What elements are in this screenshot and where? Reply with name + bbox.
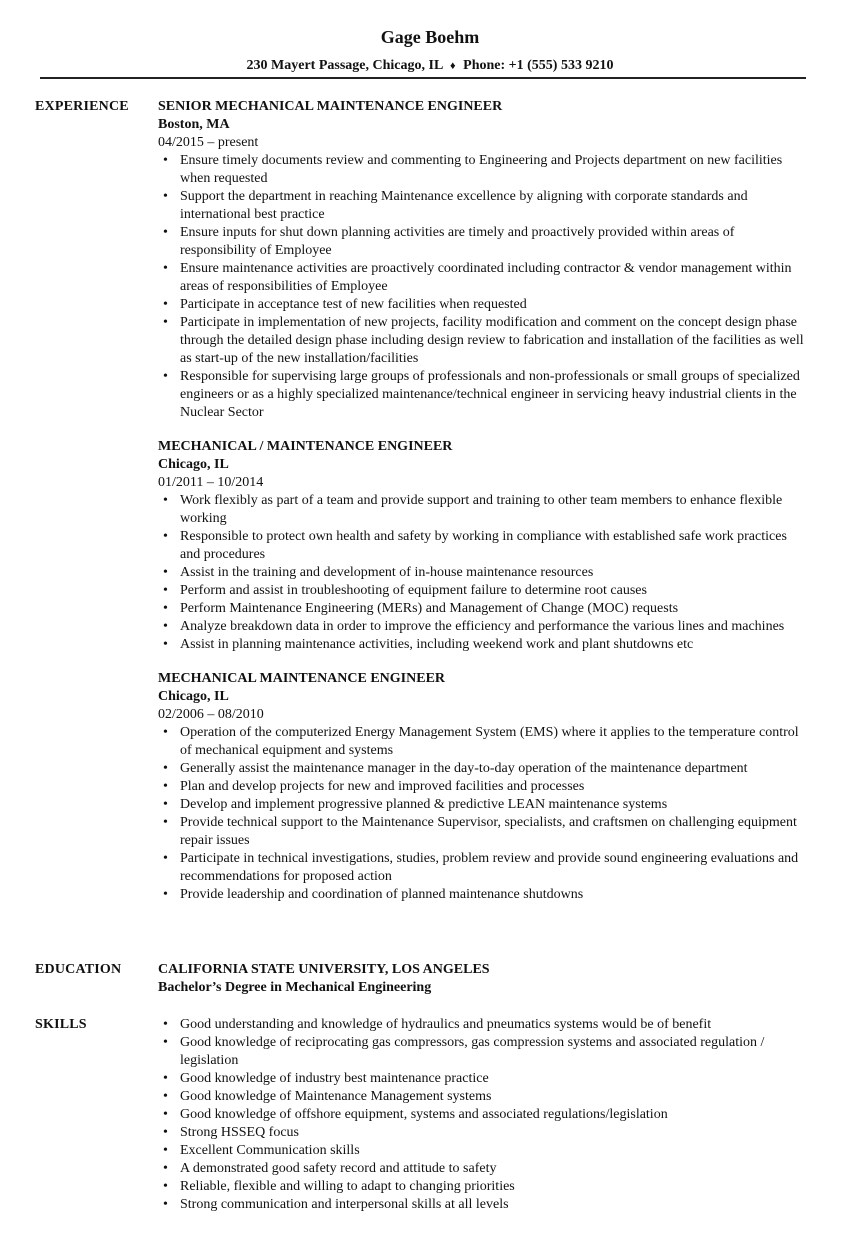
header-divider xyxy=(40,77,806,79)
list-item: • Analyze breakdown data in order to improve the efficiency and performance the various lines and machines xyxy=(158,618,810,636)
job-location: Boston, MA xyxy=(158,117,230,132)
experience-list xyxy=(158,98,810,904)
job-dates: 01/2011 – 10/2014 xyxy=(158,475,264,490)
resume-header xyxy=(0,25,860,75)
job-location: Chicago, IL xyxy=(158,689,229,704)
job-bullets xyxy=(158,492,810,654)
list-item: • Good knowledge of reciprocating gas compressors, gas compression systems and associated regulation / legislation xyxy=(158,1034,810,1070)
list-item: • Participate in technical investigations, studies, problem review and provide sound engineering evaluations and recommendations for proposed action xyxy=(158,850,810,886)
list-item: • Ensure maintenance activities are proactively coordinated including contractor & vendor management within areas of responsibilities of Employee xyxy=(158,260,810,296)
list-item: • Participate in implementation of new projects, facility modification and comment on the concept design phase through the detailed design phase including design review to fabrication and installation of the facilities as well as start-up of the new installation/facilities xyxy=(158,314,810,368)
list-item: • Responsible for supervising large groups of professionals and non-professionals or small groups of specialized engineers or as a highly specialized maintenance/technical engineer in servicing heavy industrial clients in the Nuclear Sector xyxy=(158,368,810,422)
list-item: • Good knowledge of industry best maintenance practice xyxy=(158,1070,810,1088)
job-entry xyxy=(158,98,810,422)
list-item: • Assist in planning maintenance activities, including weekend work and plant shutdowns etc xyxy=(158,636,810,654)
school-name: CALIFORNIA STATE UNIVERSITY, LOS ANGELES xyxy=(158,962,490,977)
contact-line xyxy=(0,57,860,75)
list-item: • Develop and implement progressive planned & predictive LEAN maintenance systems xyxy=(158,796,810,814)
list-item: • Operation of the computerized Energy Management System (EMS) where it applies to the temperature control of mechanical equipment and systems xyxy=(158,724,810,760)
job-title: MECHANICAL / MAINTENANCE ENGINEER xyxy=(158,439,453,454)
experience-heading: EXPERIENCE xyxy=(35,99,129,114)
list-item: • Generally assist the maintenance manager in the day-to-day operation of the maintenance department xyxy=(158,760,810,778)
skills-section xyxy=(35,1016,810,1214)
list-item: • Perform and assist in troubleshooting of equipment failure to determine root causes xyxy=(158,582,810,600)
experience-section xyxy=(35,98,810,920)
list-item: • Reliable, flexible and willing to adapt to changing priorities xyxy=(158,1178,810,1196)
list-item: • Ensure inputs for shut down planning activities are timely and proactively provided within areas of responsibility of Employee xyxy=(158,224,810,260)
list-item: • Good knowledge of Maintenance Management systems xyxy=(158,1088,810,1106)
list-item: • Perform Maintenance Engineering (MERs) and Management of Change (MOC) requests xyxy=(158,600,810,618)
list-item: • Good understanding and knowledge of hydraulics and pneumatics systems would be of benefit xyxy=(158,1016,810,1034)
list-item: • Plan and develop projects for new and improved facilities and processes xyxy=(158,778,810,796)
job-location: Chicago, IL xyxy=(158,457,229,472)
job-entry xyxy=(158,670,810,904)
list-item: • Responsible to protect own health and safety by working in compliance with established safe work practices and procedures xyxy=(158,528,810,564)
list-item: • Provide technical support to the Maintenance Supervisor, specialists, and craftsmen on challenging equipment repair issues xyxy=(158,814,810,850)
job-dates: 04/2015 – present xyxy=(158,135,259,150)
skills-list xyxy=(158,1016,810,1214)
job-title: SENIOR MECHANICAL MAINTENANCE ENGINEER xyxy=(158,99,503,114)
list-item: • Ensure timely documents review and commenting to Engineering and Projects department on new facilities when requested xyxy=(158,152,810,188)
job-entry xyxy=(158,438,810,654)
list-item: • Work flexibly as part of a team and provide support and training to other team members to enhance flexible working xyxy=(158,492,810,528)
education-section xyxy=(35,961,810,997)
phone: Phone: +1 (555) 533 9210 xyxy=(463,58,614,73)
address: 230 Mayert Passage, Chicago, IL xyxy=(246,58,443,73)
list-item: • Excellent Communication skills xyxy=(158,1142,810,1160)
list-item: • Support the department in reaching Maintenance excellence by aligning with corporate standards and international best practice xyxy=(158,188,810,224)
diamond-separator-icon: ♦ xyxy=(450,60,456,72)
job-title: MECHANICAL MAINTENANCE ENGINEER xyxy=(158,671,446,686)
list-item: • Strong communication and interpersonal skills at all levels xyxy=(158,1196,810,1214)
job-bullets xyxy=(158,724,810,904)
skills-heading: SKILLS xyxy=(35,1017,87,1032)
job-bullets xyxy=(158,152,810,422)
candidate-name: Gage Boehm xyxy=(380,27,480,47)
education-body xyxy=(158,961,810,997)
list-item: • Assist in the training and development of in-house maintenance resources xyxy=(158,564,810,582)
list-item: • Provide leadership and coordination of planned maintenance shutdowns xyxy=(158,886,810,904)
list-item: • Participate in acceptance test of new facilities when requested xyxy=(158,296,810,314)
skills-body xyxy=(158,1016,810,1214)
degree: Bachelor’s Degree in Mechanical Engineering xyxy=(158,980,432,995)
list-item: • Strong HSSEQ focus xyxy=(158,1124,810,1142)
education-heading: EDUCATION xyxy=(35,962,122,977)
list-item: • Good knowledge of offshore equipment, systems and associated regulations/legislation xyxy=(158,1106,810,1124)
list-item: • A demonstrated good safety record and attitude to safety xyxy=(158,1160,810,1178)
job-dates: 02/2006 – 08/2010 xyxy=(158,707,264,722)
